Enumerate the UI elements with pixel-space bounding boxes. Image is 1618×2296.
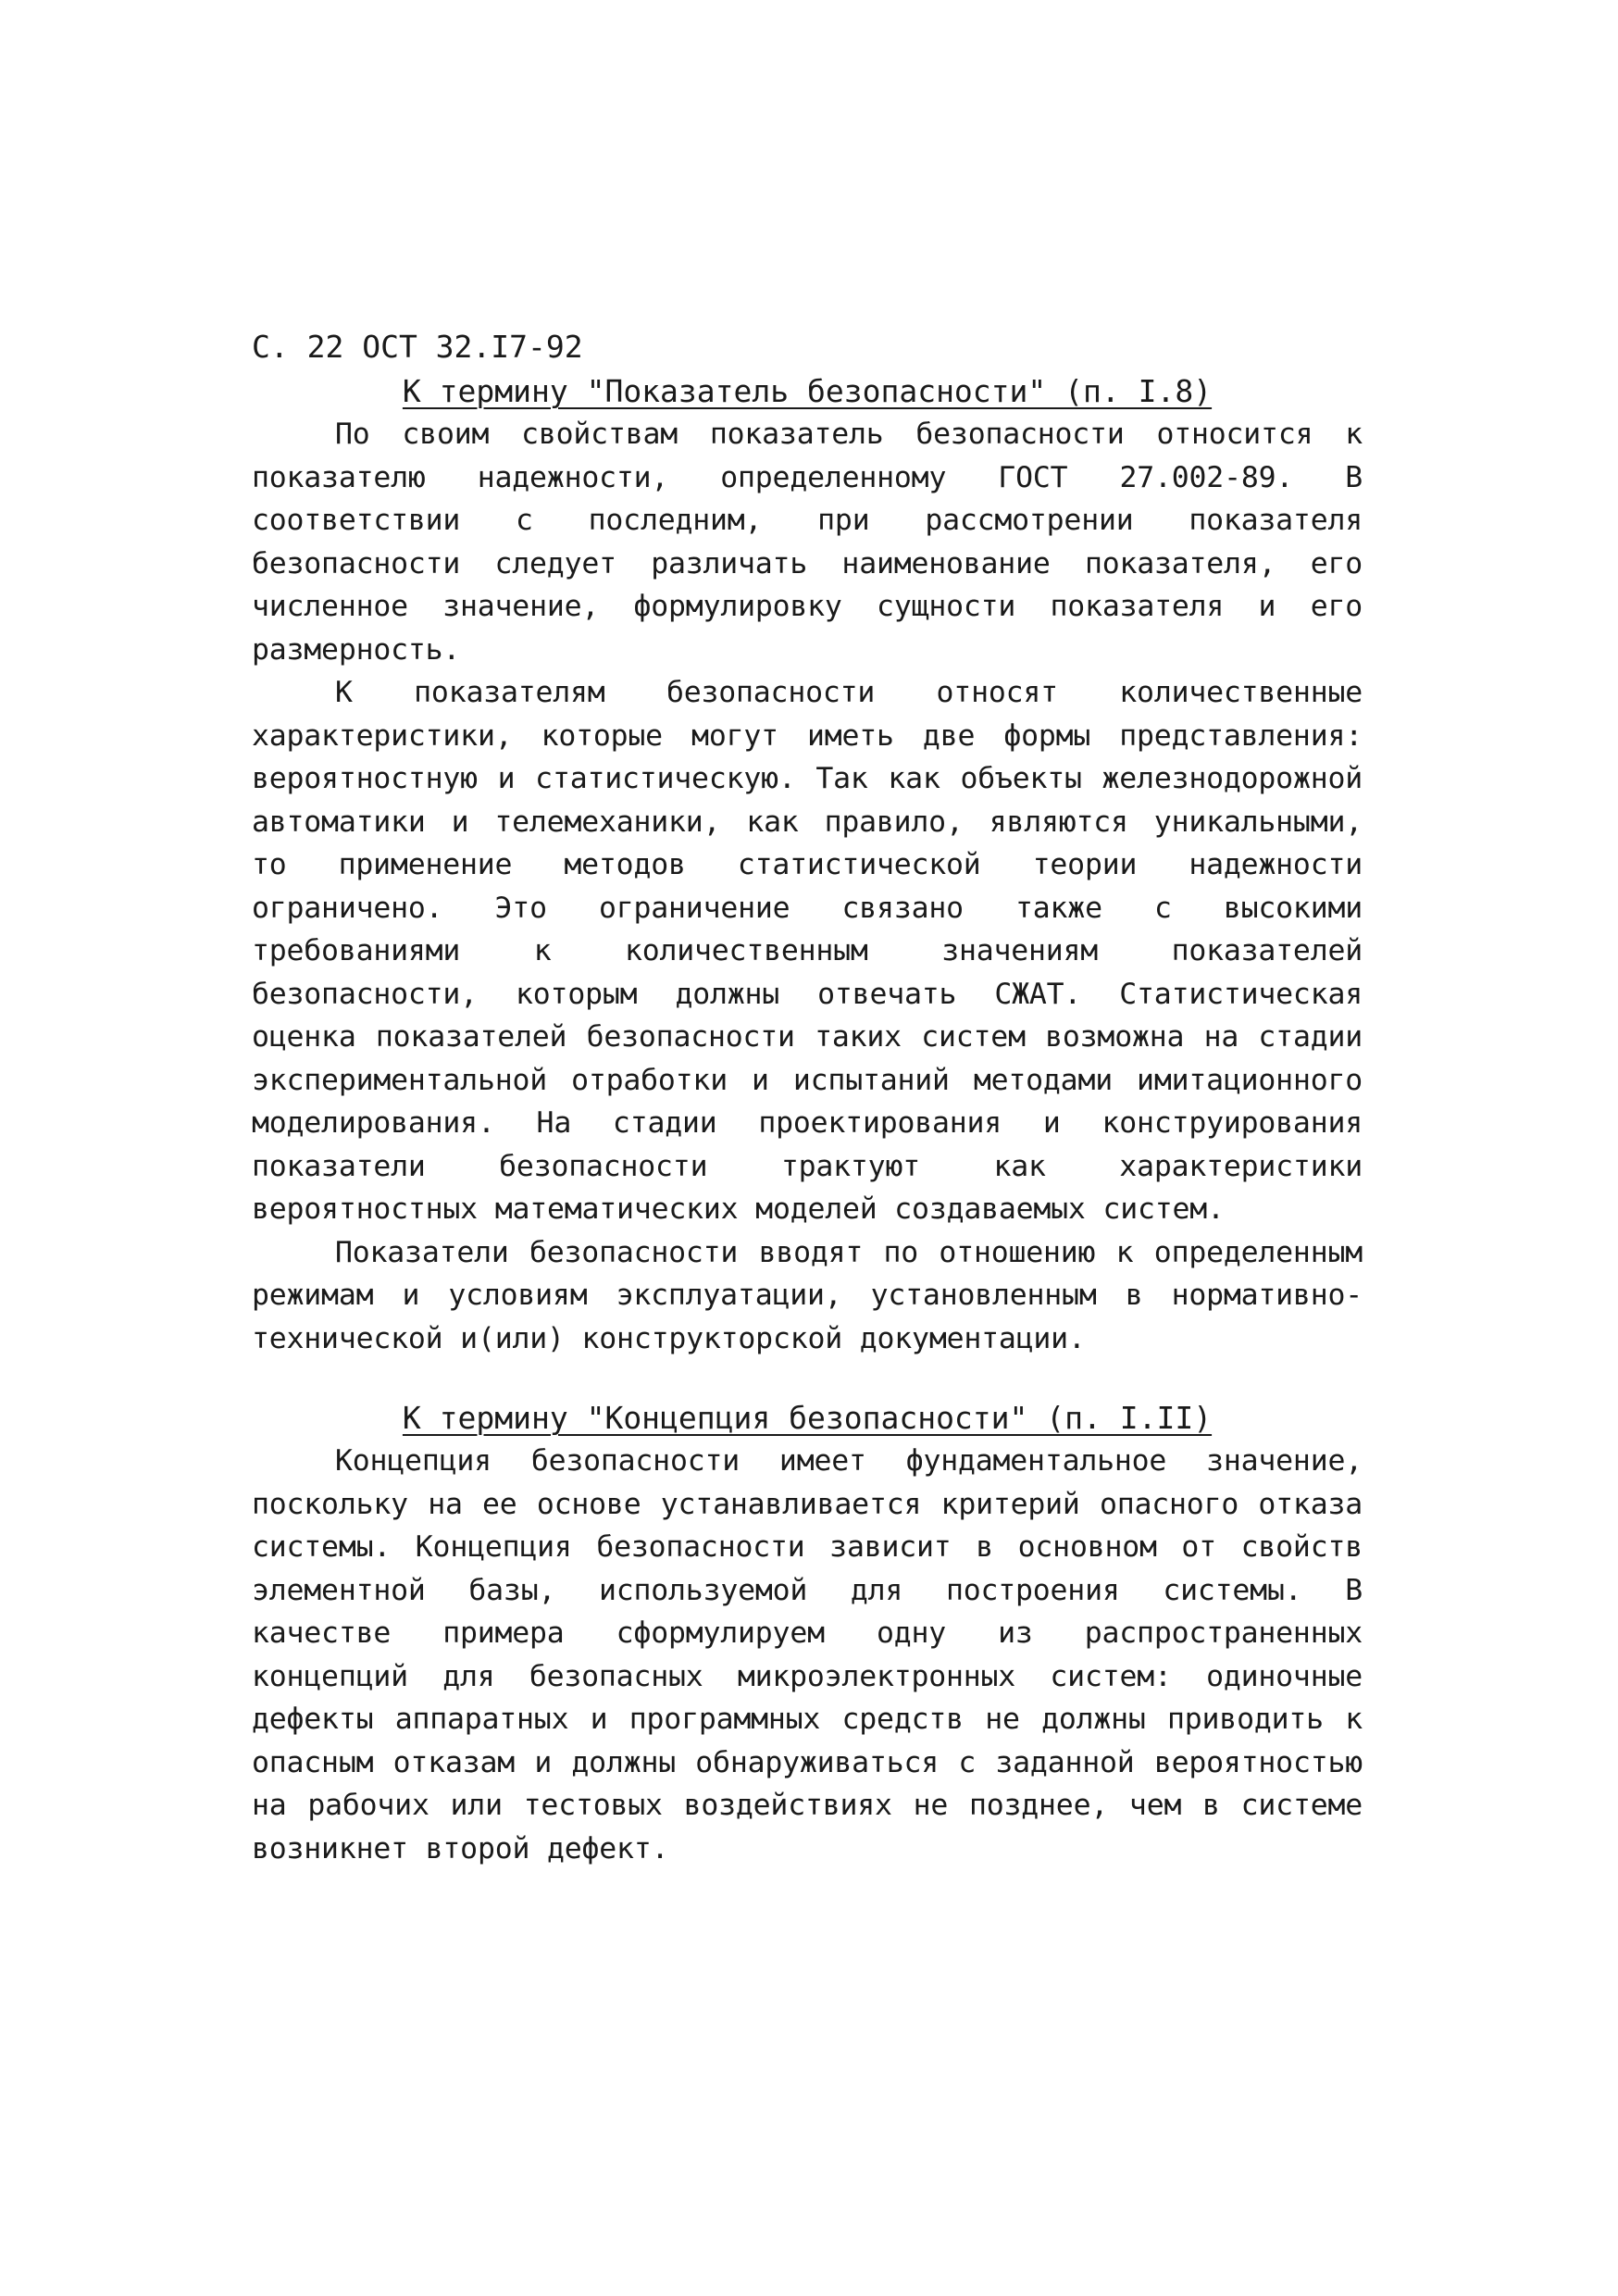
paragraph: Показатели безопасности вводят по отношению к определенным режимам и условиям эксплуатации, установленным в нормативно-технической и(или) конструкторской документации. — [252, 1235, 1363, 1355]
section-spacer — [252, 1360, 1363, 1397]
section-safety-indicator — [252, 370, 1363, 1360]
paragraph: К показателям безопасности относят количественные характеристики, которые могут иметь две формы представления: вероятностную и статистическую. Так как объекты железнодорожной автоматики и телемеханики, как правило, являются уникальными, то применение методов статистической теории надежности ограничено. Это ограничение связано также с высокими требованиями к количественным значениям показателей безопасности, которым должны отвечать СЖАТ. Статистическая оценка показателей безопасности таких систем возможна на стадии экспериментальной отработки и испытаний методами имитационного моделирования. На стадии проектирования и конструирования показатели безопасности трактуют как характеристики вероятностных математических моделей создаваемых систем. — [252, 676, 1363, 1226]
page-header: С. 22 ОСТ 32.I7-92 — [252, 329, 583, 365]
paragraph: Концепция безопасности имеет фундаментальное значение, поскольку на ее основе устанавливается критерий опасного отказа системы. Концепция безопасности зависит в основном от свойств элементной базы, используемой для построения системы. В качестве примера сформулируем одну из распространенных концепций для безопасных микроэлектронных систем: одиночные дефекты аппаратных и программных средств не должны приводить к опасным отказам и должны обнаруживаться с заданной вероятностью на рабочих или тестовых воздействиях не позднее, чем в системе возникнет второй дефект. — [252, 1444, 1363, 1866]
section-heading-text: К термину "Показатель безопасности" (п. I.8) — [402, 373, 1213, 409]
document-page — [252, 326, 1363, 1870]
paragraph: По своим свойствам показатель безопасности относится к показателю надежности, определенному ГОСТ 27.002-89. В соответствии с последним, при рассмотрении показателя безопасности следует различать наименование показателя, его численное значение, формулировку сущности показателя и его размерность. — [252, 418, 1363, 667]
section-heading — [252, 370, 1363, 413]
section-heading-text: К термину "Концепция безопасности" (п. I.II) — [402, 1400, 1213, 1436]
section-safety-concept — [252, 1397, 1363, 1870]
section-heading — [252, 1397, 1363, 1440]
